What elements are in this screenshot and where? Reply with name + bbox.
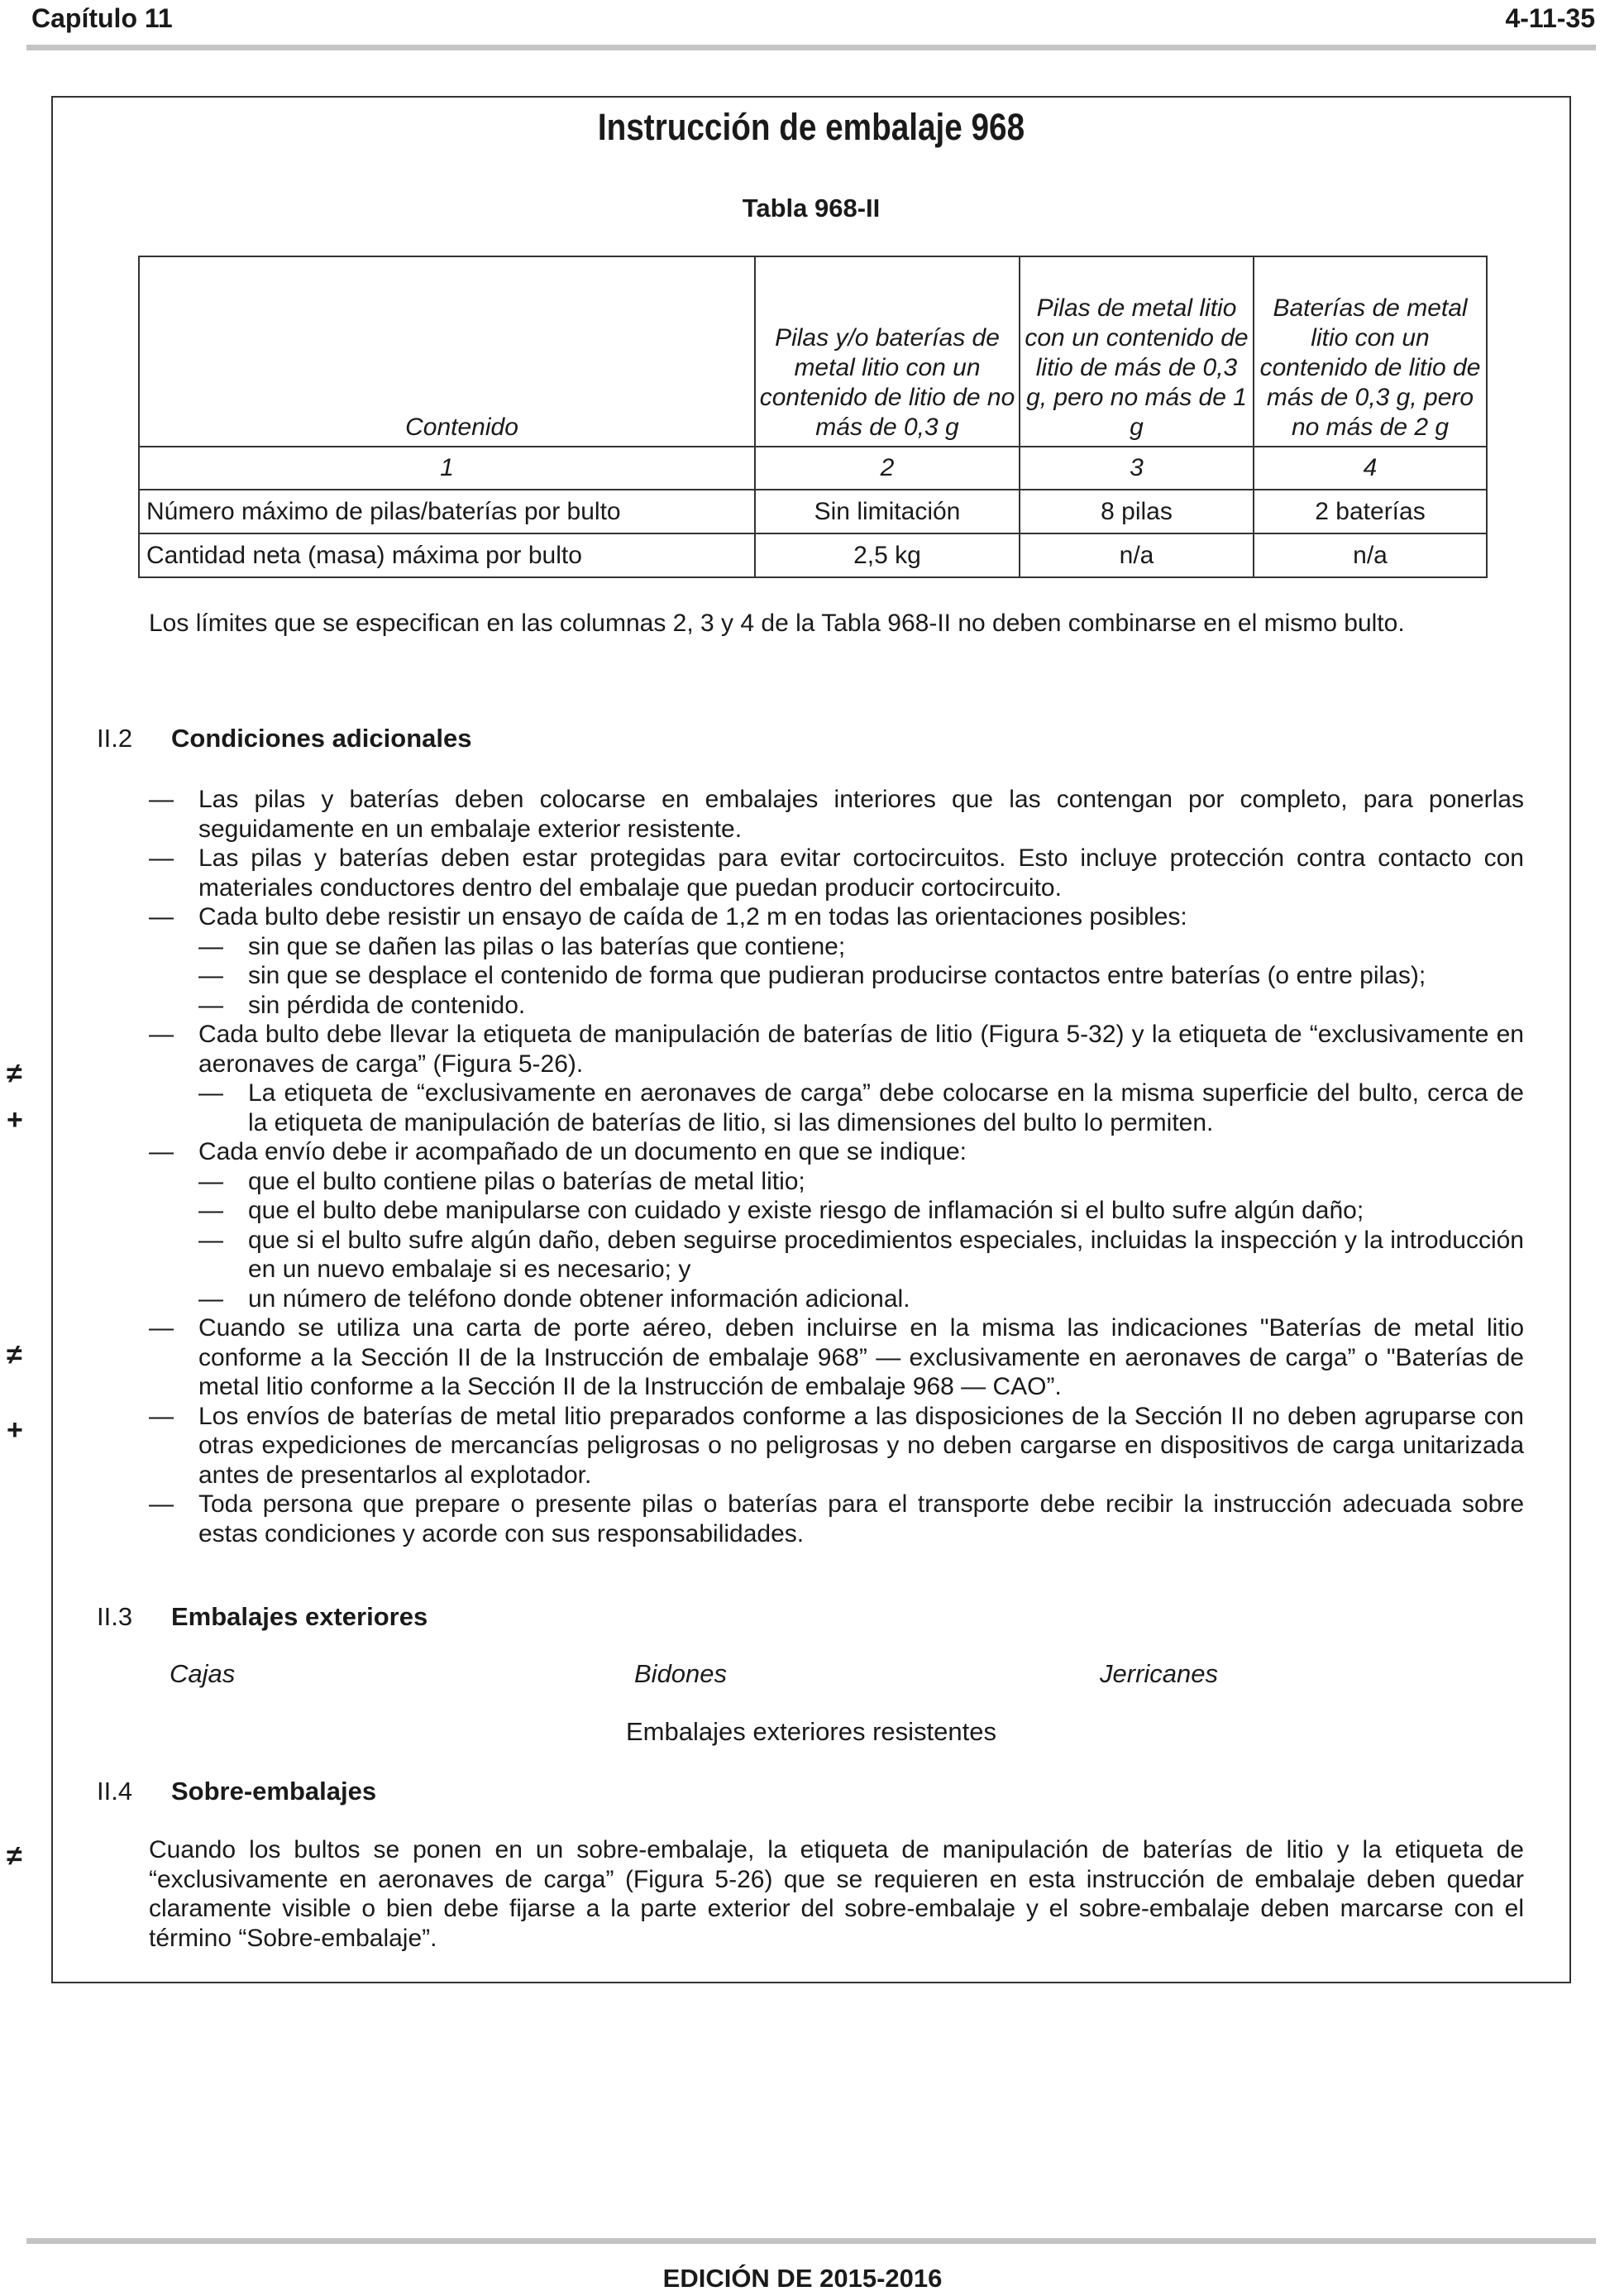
list-item: — Los envíos de baterías de metal litio preparados conforme a las disposiciones de la Sección II no deben agruparse con otras expediciones de mercancías peligrosas o no peligrosas y no deben cargarse en dispositivos de carga unitarizada antes de presentarlos al explotador. — [149, 1402, 1524, 1490]
table-cell: Sin limitación — [755, 490, 1020, 533]
sublist-item: — que el bulto debe manipularse con cuidado y existe riesgo de inflamación si el bulto sufre algún daño; — [198, 1196, 1524, 1226]
row-label: Cantidad neta (masa) máxima por bulto — [139, 533, 755, 577]
list-item: — Cada envío debe ir acompañado de un documento en que se indique: — que el bulto contiene pilas o baterías de metal litio; — que el bulto debe manipularse con cuidado y existe riesgo de inflamación si el bulto sufre algún daño; — que si el bulto sufre algún daño, deben seguirse procedimientos especiales, incluidas la inspección y la introducción en un nuevo embalaje si es necesario; y — un número de teléfono donde obtener información adicional. — [149, 1137, 1524, 1313]
list-item: — Cuando se utiliza una carta de porte aéreo, deben incluirse en la misma las indicaciones "Baterías de metal litio conforme a la Sección II de la Instrucción de embalaje 968” — exclusivamente en aeronaves de carga” o "Baterías de metal litio conforme a la Sección II de la Instrucción de embalaje 968 — CAO”. — [149, 1313, 1524, 1402]
list-item: — Las pilas y baterías deben colocarse en embalajes interiores que las contengan por completo, para ponerlas seguidamente en un embalaje exterior resistente. — [149, 785, 1524, 844]
overpack-text: Cuando los bultos se ponen en un sobre-embalaje, la etiqueta de manipulación de baterías de litio y la etiqueta de “exclusivamente en aeronaves de carga” (Figura 5-26) que se requieren en esta instrucción de embalaje deben quedar claramente visible o bien debe fijarse a la parte exterior del sobre-embalaje y el sobre-embalaje deben marcarse con el término “Sobre-embalaje”. — [149, 1836, 1524, 1952]
list-item: — Toda persona que prepare o presente pilas o baterías para el transporte debe recibir la instrucción adecuada sobre estas condiciones y acorde con sus responsabilidades. — [149, 1490, 1524, 1548]
column-header: Pilas de metal litio con un contenido de litio de más de 0,3 g, pero no más de 1 g — [1020, 256, 1254, 447]
list-item: — Cada bulto debe resistir un ensayo de caída de 1,2 m en todas las orientaciones posibles: — sin que se dañen las pilas o las baterías que contiene; — sin que se desplace el contenido de forma que pudieran producirse contactos entre baterías (o entre pilas); — sin pérdida de contenido. — [149, 902, 1524, 1020]
change-mark: ≠ — [7, 1058, 22, 1089]
sublist-item: — sin que se dañen las pilas o las baterías que contiene; — [198, 932, 1524, 962]
change-mark: ≠ — [7, 1339, 22, 1370]
addition-mark: + — [7, 1104, 23, 1136]
sublist-item: — La etiqueta de “exclusivamente en aeronaves de carga” debe colocarse en la misma superficie del bulto, cerca de la etiqueta de manipulación de baterías de litio, si las dimensiones del bulto lo permiten. — [198, 1079, 1524, 1137]
column-number: 4 — [1254, 447, 1487, 490]
label-sublist — [198, 1079, 1524, 1137]
section-number: II.4 — [97, 1777, 133, 1806]
column-header: Contenido — [139, 256, 755, 447]
table-row — [139, 490, 1487, 533]
section-title: Sobre-embalajes — [171, 1777, 377, 1806]
sublist-item: — que el bulto contiene pilas o baterías de metal litio; — [198, 1167, 1524, 1197]
section-title: Condiciones adicionales — [171, 724, 472, 753]
sublist-item: — sin que se desplace el contenido de forma que pudieran producirse contactos entre baterías (o entre pilas); — [198, 961, 1524, 991]
drop-test-sublist — [198, 932, 1524, 1021]
footer-rule — [26, 2238, 1596, 2244]
chapter-label: Capítulo 11 — [31, 3, 173, 33]
column-number: 3 — [1020, 447, 1254, 490]
table-header-row — [139, 256, 1487, 447]
section-number: II.2 — [97, 724, 133, 753]
document-sublist — [198, 1167, 1524, 1314]
table-note: Los límites que se especifican en las columnas 2, 3 y 4 de la Tabla 968-II no deben combinarse en el mismo bulto. — [149, 610, 1405, 637]
header-rule — [26, 45, 1596, 50]
sublist-item: — sin pérdida de contenido. — [198, 991, 1524, 1021]
table-cell: n/a — [1254, 533, 1487, 577]
limits-table — [138, 256, 1488, 578]
table-cell: 2,5 kg — [755, 533, 1020, 577]
packaging-type: Cajas — [170, 1659, 236, 1688]
page-title: Instrucción de embalaje 968 — [597, 106, 1025, 148]
table-caption: Tabla 968-II — [742, 194, 881, 222]
sublist-item: — que si el bulto sufre algún daño, deben seguirse procedimientos especiales, incluidas la inspección y la introducción en un nuevo embalaje si es necesario; y — [198, 1226, 1524, 1284]
list-item: — Cada bulto debe llevar la etiqueta de manipulación de baterías de litio (Figura 5-32) y la etiqueta de “exclusivamente en aeronaves de carga” (Figura 5-26). — La etiqueta de “exclusivamente en aeronaves de carga” debe colocarse en la misma superficie del bulto, cerca de la etiqueta de manipulación de baterías de litio, si las dimensiones del bulto lo permiten. — [149, 1020, 1524, 1137]
table-cell: n/a — [1020, 533, 1254, 577]
change-mark: ≠ — [7, 1840, 22, 1872]
packaging-type: Jerricanes — [1100, 1659, 1218, 1688]
column-number-row — [139, 447, 1487, 490]
table-cell: 8 pilas — [1020, 490, 1254, 533]
edition-footer: EDICIÓN DE 2015-2016 — [662, 2264, 943, 2293]
column-header: Baterías de metal litio con un contenido de litio de más de 0,3 g, pero no más de 2 g — [1254, 256, 1487, 447]
row-label: Número máximo de pilas/baterías por bulto — [139, 490, 755, 533]
column-number: 1 — [139, 447, 755, 490]
list-item: — Las pilas y baterías deben estar protegidas para evitar cortocircuitos. Esto incluye protección contra contacto con materiales conductores dentro del embalaje que puedan producir cortocircuito. — [149, 844, 1524, 902]
conditions-list — [149, 785, 1524, 1548]
column-header: Pilas y/o baterías de metal litio con un contenido de litio de no más de 0,3 g — [755, 256, 1020, 447]
column-number: 2 — [755, 447, 1020, 490]
table-cell: 2 baterías — [1254, 490, 1487, 533]
addition-mark: + — [7, 1414, 23, 1446]
section-number: II.3 — [97, 1602, 133, 1631]
packaging-type: Bidones — [634, 1659, 728, 1688]
section-title: Embalajes exteriores — [171, 1602, 428, 1631]
page-reference: 4-11-35 — [1505, 3, 1595, 33]
outer-packaging-note: Embalajes exteriores resistentes — [626, 1717, 996, 1746]
sublist-item: — un número de teléfono donde obtener información adicional. — [198, 1284, 1524, 1314]
table-row — [139, 533, 1487, 577]
